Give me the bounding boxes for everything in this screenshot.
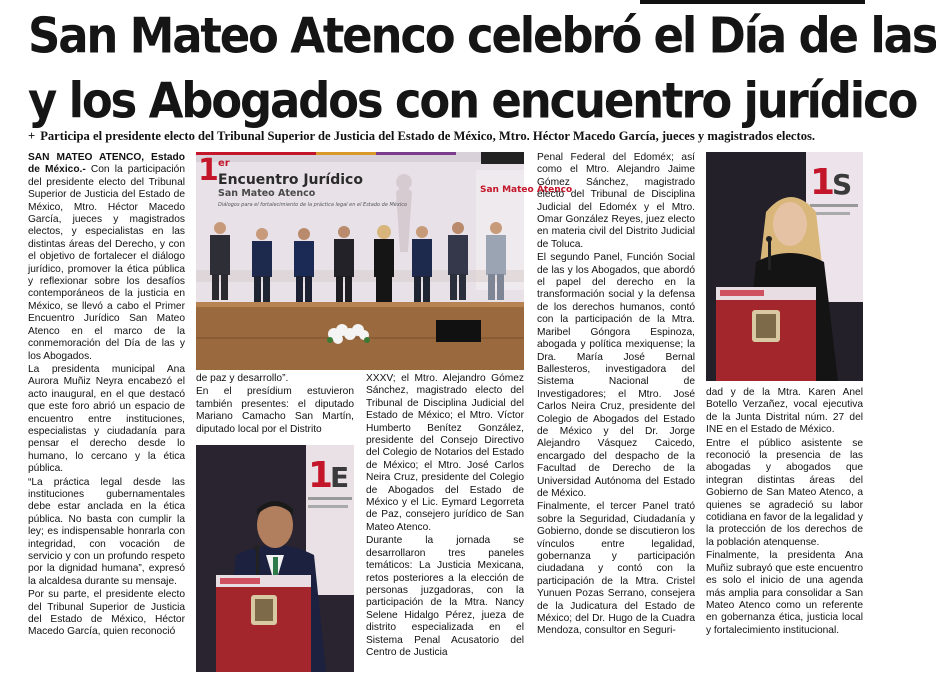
column-5-paragraph-2: Entre el público asistente se reconoció la presencia de las abogadas y abogados que integran distintas áreas del Gobierno de San Mateo Atenco, a quienes se agradeció su labor cotidiana en favor de la legalidad y la protección de los derechos de la población atenquense. — [706, 437, 863, 548]
article-column-5 — [706, 387, 863, 679]
headline — [28, 4, 936, 134]
subheadline-text: Participa el presidente electo del Tribunal Superior de Justicia del Estado de México, Mtro. Héctor Macedo García, jueces y magistrados electos. — [40, 129, 816, 143]
banner-title-text: Encuentro Jurídico — [218, 172, 363, 188]
speaker-woman-photo — [706, 152, 863, 381]
banner-number-text: 1 — [198, 153, 219, 188]
article-column-4 — [537, 152, 695, 680]
column-1-paragraph-4: Por su parte, el presidente electo del Tribunal Superior de Justicia del Estado de México, Héctor Macedo García, quien reconoció — [28, 589, 185, 638]
column-4-paragraph-1: Penal Federal del Edoméx; así como el Mtro. Alejandro Jaime Gómez Sánchez, magistrado electo del Tribunal de Disciplina Judicial del Edoméx y el Mtro. Omar González Reyes, juez electo en materia civil del Distrito Judicial de Toluca. — [537, 152, 695, 250]
banner-superscript-text: er — [218, 158, 230, 169]
column-4-paragraph-2: El segundo Panel, Función Social de las y los Abogados, que abordó el papel del derecho en la transformación social y la defensa de los derechos humanos, contó con la participación de la Mtra. Maribel Góngora Espinoza, abogada y política mexiquense; la Dra. María José Bernal Ballesteros, investigadora del Sistema Nacional de Investigadores; el Mtro. José Carlos Neira Cruz, presidente del Colegio de Abogados del Estado de México y del Dr. Jorge Alejandro Vásquez Caicedo, encargado del despacho de la Facultad de Derecho de la Universidad Autónoma del Estado de México. — [537, 252, 695, 499]
column-3-paragraph-1: XXXV; el Mtro. Alejandro Gómez Sánchez, magistrado electo del Tribunal de Disciplina Judicial del Estado de México; el Mtro. Víctor Humberto Benítez González, presidente del Consejo Directivo del Colegio de Notarios del Estado de México; el Mtro. José Carlos Neira Cruz, presidente del Colegio de Abogados del Estado de México y el Lic. Eymard Legorreta de Paz, consejero jurídico de San Mateo Atenco. — [366, 373, 524, 533]
woman-banner-letter: S — [832, 168, 853, 201]
headline-line-1: San Mateo Atenco celebró el Día de las — [28, 7, 936, 65]
headline-line-2: y los Abogados con encuentro jurídico — [28, 72, 917, 130]
banner-subtitle-text: San Mateo Atenco — [218, 188, 316, 199]
column-4-paragraph-3: Finalmente, el tercer Panel trató sobre la Seguridad, Ciudadanía y Gobierno, donde se discutieron los vínculos entre legalidad, gobernanza y participación ciudadana y contó con la participación de la Mtra. Cristel Yunuen Pozas Serrano, consejera de la Judicatura del Estado de México; del Dr. Hugo de la Cuadra Mendoza, consultor en Seguri- — [537, 501, 695, 637]
column-2-paragraph-2: En el presídium estuvieron también presentes: el diputado Mariano Camacho San Martín, diputado local por el Distrito — [196, 386, 354, 435]
plus-icon: + — [28, 129, 36, 143]
article-column-3 — [366, 373, 524, 678]
column-1-paragraph-3: “La práctica legal desde las instituciones gubernamentales debe estar anclada en la ética pública. No basta con cumplir la ley; es indispensable honrarla con integridad, con vocación de servicio y con un profundo respeto por la dignidad humana”, expresó la alcaldesa durante su mensaje. — [28, 476, 185, 587]
man-banner-number: 1 — [308, 455, 334, 496]
man-banner-letter: E — [330, 461, 350, 494]
column-3-paragraph-2: Durante la jornada se desarrollaron tres paneles temáticos: La Justicia Mexicana, retos posteriores a la elección de personas juzgadoras, con la participación de la Mtra. Nancy Selene Hidalgo Pérez, jueza de distrito especializada en el Sistema Penal Acusatorio del Centro de Justicia — [366, 535, 524, 658]
banner-side-text: San Mateo Atenco — [480, 185, 573, 195]
article-column-1 — [28, 152, 185, 680]
column-5-paragraph-1: dad y de la Mtra. Karen Anel Botello Verzañez, vocal ejecutiva de la Junta Distrital núm. 27 del INE en el Estado de México. — [706, 387, 863, 436]
dateline: SAN MATEO ATENCO, Estado de México.- — [28, 152, 185, 176]
column-1-paragraph-2: La presidenta municipal Ana Aurora Muñiz Neyra encabezó el acto inaugural, en el que destacó que este foro abrió un espacio de encuentro entre instituciones, especialistas y ciudadanía para pensar el derecho desde lo humano, lo cercano y la ética pública. — [28, 363, 185, 475]
event-stage-photo — [196, 152, 573, 370]
column-5-paragraph-3: Finalmente, la presidenta Ana Muñiz subrayó que este encuentro es solo el inicio de una agenda más amplia para consolidar a San Mateo Atenco como un referente en gobernanza ética, justicia local y fortalecimiento institucional. — [706, 550, 863, 636]
article-column-2 — [196, 373, 354, 443]
column-1-paragraph-1: Con la participación del presidente electo del Tribunal Superior de Justicia del Estado de México, Mtro. Héctor Macedo García, jueces y magistrados electos, y especialistas en las distintas áreas del Derecho, y con el objetivo de fortalecer el diálogo jurídico, promover la ética pública y reflexionar sobre los desafíos contemporáneos de la justicia en México, se llevó a cabo el Primer Encuentro Jurídico San Mateo Atenco en el marco de la conmemoración del Día de las y los Abogados. — [28, 164, 185, 362]
banner-tagline-text: Diálogos para el fortalecimiento de la práctica legal en el Estado de México — [218, 202, 408, 208]
speaker-man-photo — [196, 445, 354, 672]
subheadline — [28, 128, 868, 144]
column-2-paragraph-1: de paz y desarrollo”. — [196, 373, 289, 384]
woman-banner-number: 1 — [810, 162, 836, 203]
